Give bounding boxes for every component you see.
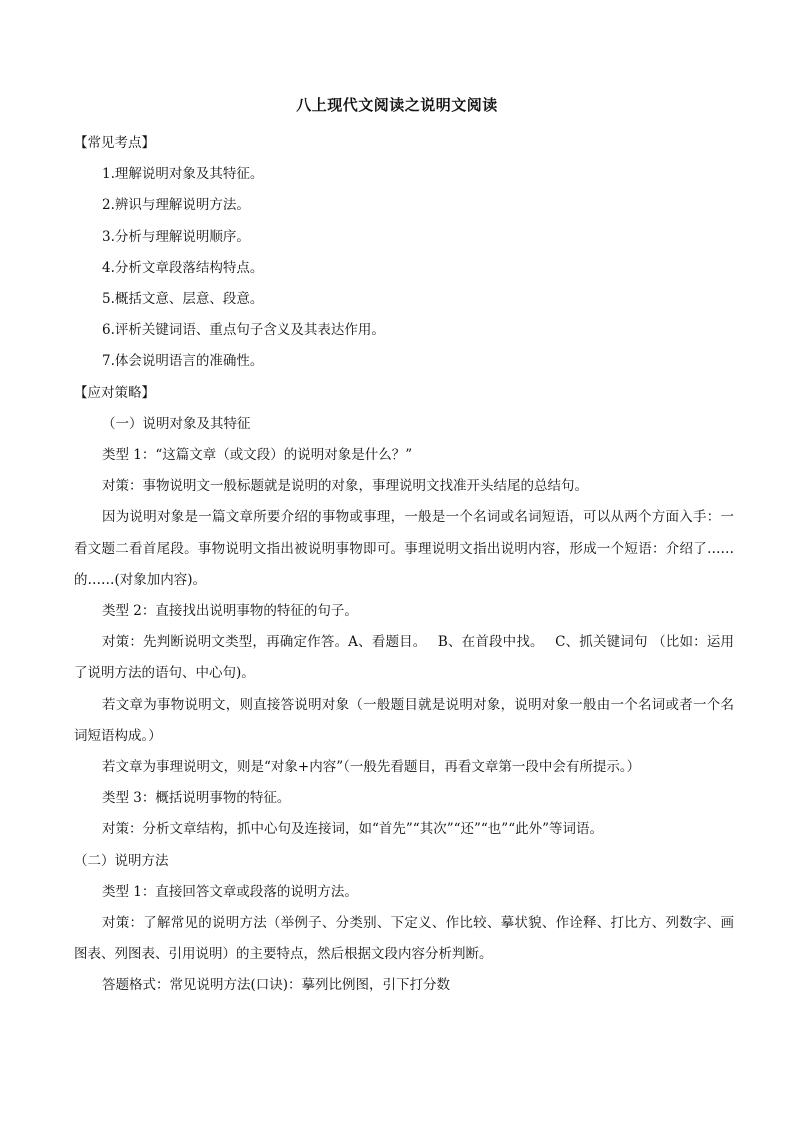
method-question-type-1: 类型 1：直接回答文章或段落的说明方法。 [102,883,358,900]
answer-format: 答题格式：常见说明方法(口诀)：摹列比例图，引下打分数 [102,977,451,994]
list-item: 5.概括文意、层意、段意。 [102,291,264,308]
explanation-paragraph: 若文章为事理说明文，则是“对象+内容”（一般先看题目，再看文章第一段中会有所提示。） [102,759,641,776]
question-type-2: 类型 2：直接找出说明事物的特征的句子。 [102,603,358,620]
list-item: 7.体会说明语言的准确性。 [102,353,264,370]
strategy-1: 对策：事物说明文一般标题就是说明的对象，事理说明文找准开头结尾的总结句。 [102,478,588,495]
subsection-heading-object: （一）说明对象及其特征 [102,415,251,432]
question-type-3: 类型 3：概括说明事物的特征。 [102,790,291,807]
page-title: 八上现代文阅读之说明文阅读 [296,96,498,114]
list-item: 2.辨识与理解说明方法。 [102,197,250,214]
explanation-paragraph: 若文章为事物说明文，则直接答说明对象（一般题目就是说明对象，说明对象一般由一个名词或者一个名词短语构成。） [74,696,734,744]
strategy-2: 对策：先判断说明文类型，再确定作答。A、看题目。 B、在首段中找。 C、抓关键词句 （比如：运用了说明方法的语句、中心句)。 [74,634,734,682]
document-body [74,128,734,1002]
list-item: 6.评析关键词语、重点句子含义及其表达作用。 [102,322,385,339]
subsection-heading-methods: （二）说明方法 [74,852,169,869]
strategy-3: 对策：分析文章结构，抓中心句及连接词，如“首先”“其次”“还”“也”“此外”等词语。 [102,821,604,838]
question-type-1: 类型 1：“这篇文章（或文段）的说明对象是什么？” [102,447,413,464]
explanation-paragraph: 因为说明对象是一篇文章所要介绍的事物或事理，一般是一个名词或名词短语，可以从两个方面入手：一看文题二看首尾段。事物说明文指出被说明事物即可。事理说明文指出说明内容，形成一个短语：介绍了……的……(对象加内容)。 [74,509,734,588]
section-heading-common: 【常见考点】 [74,135,155,151]
list-item: 1.理解说明对象及其特征。 [102,166,264,183]
method-strategy-1: 对策：了解常见的说明方法（举例子、分类别、下定义、作比较、摹状貌、作诠释、打比方、列数字、画图表、列图表、引用说明）的主要特点，然后根据文段内容分析判断。 [74,915,734,963]
list-item: 4.分析文章段落结构特点。 [102,259,264,276]
list-item: 3.分析与理解说明顺序。 [102,228,250,245]
section-heading-strategy: 【应对策略】 [74,384,155,401]
